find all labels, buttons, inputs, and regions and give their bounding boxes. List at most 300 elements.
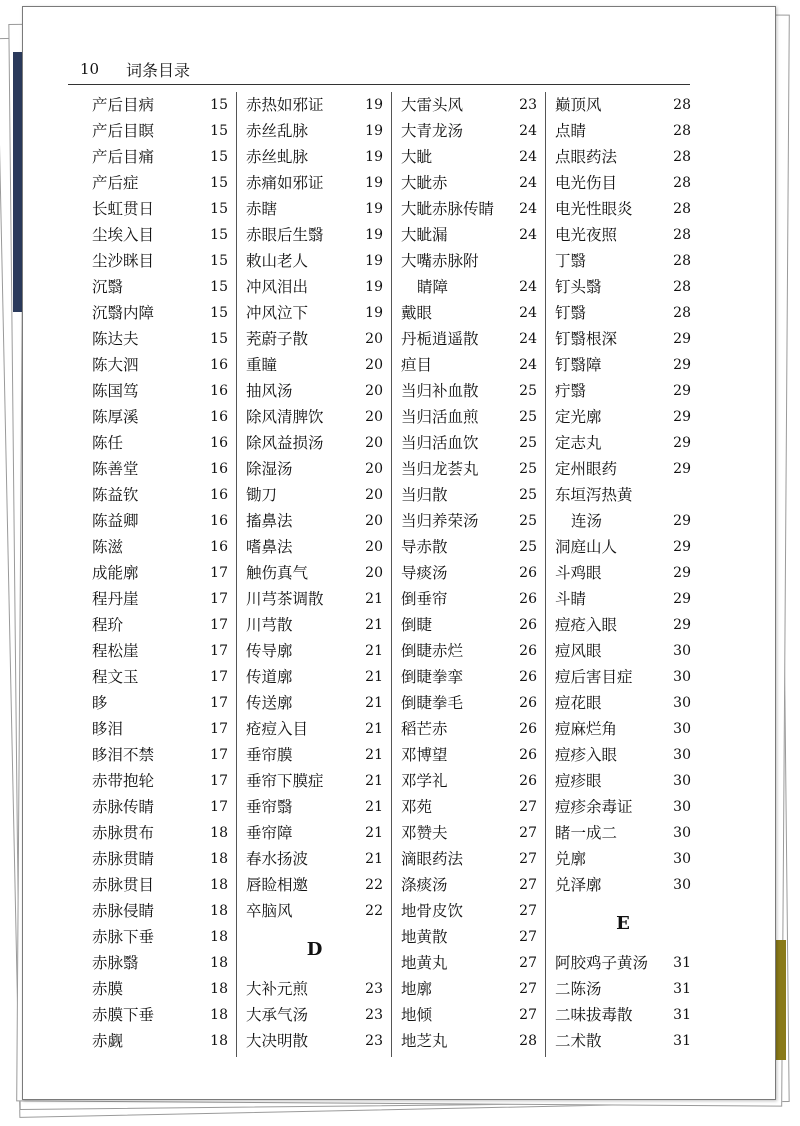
entry-term: 兑廓: [555, 850, 587, 868]
entry-term: 二陈汤: [555, 980, 602, 998]
entry-term: 茺蔚子散: [246, 330, 309, 348]
entry-term: 二味拔毒散: [555, 1006, 633, 1024]
index-entry: [246, 612, 383, 638]
entry-page-number: 28: [673, 123, 691, 139]
entry-term: 程丹崖: [92, 590, 139, 608]
index-entry: [246, 248, 383, 274]
index-entry: [246, 404, 383, 430]
entry-page-number: 30: [673, 747, 691, 763]
entry-term: 连汤: [571, 512, 603, 530]
entry-term: 大嘴赤脉附: [401, 252, 479, 270]
entry-page-number: 19: [365, 253, 383, 269]
index-entry: [401, 196, 537, 222]
entry-term: 敕山老人: [246, 252, 309, 270]
entry-page-number: 18: [210, 903, 228, 919]
index-entry: [555, 768, 691, 794]
index-entry: [92, 118, 228, 144]
index-entry: [92, 456, 228, 482]
index-entry: [246, 872, 383, 898]
entry-term: 痘疹入眼: [555, 746, 618, 764]
entry-page-number: 28: [673, 149, 691, 165]
entry-term: 疔翳: [555, 382, 587, 400]
entry-term: 赤脉翳: [92, 954, 139, 972]
entry-term: 搐鼻法: [246, 512, 293, 530]
index-entry: [92, 768, 228, 794]
index-entry: [401, 300, 537, 326]
entry-term: 巅顶风: [555, 96, 602, 114]
index-entry: [92, 872, 228, 898]
index-entry: [555, 612, 691, 638]
index-entry: [246, 378, 383, 404]
entry-page-number: 16: [210, 409, 228, 425]
entry-page-number: 29: [673, 513, 691, 529]
index-entry: [555, 820, 691, 846]
entry-term: 倒睫拳挛: [401, 668, 464, 686]
entry-term: 邓苑: [401, 798, 433, 816]
entry-term: 除风益损汤: [246, 434, 324, 452]
index-entry: [555, 794, 691, 820]
index-entry: [401, 768, 537, 794]
entry-term: 赤脉贯睛: [92, 850, 155, 868]
entry-term: 陈厚溪: [92, 408, 139, 426]
index-entry: [92, 924, 228, 950]
entry-page-number: 17: [210, 643, 228, 659]
entry-page-number: 28: [519, 1033, 537, 1049]
entry-term: 长虹贯日: [92, 200, 155, 218]
index-entry: [246, 482, 383, 508]
entry-term: 痘花眼: [555, 694, 602, 712]
entry-page-number: 15: [210, 123, 228, 139]
entry-term: 成能廓: [92, 564, 139, 582]
index-entry: [401, 456, 537, 482]
entry-page-number: 26: [519, 643, 537, 659]
entry-term: 倒睫: [401, 616, 433, 634]
entry-term: 嗜鼻法: [246, 538, 293, 556]
entry-term: 大眦漏: [401, 226, 448, 244]
entry-page-number: 30: [673, 773, 691, 789]
index-entry: [401, 430, 537, 456]
entry-page-number: 28: [673, 305, 691, 321]
entry-term: 当归活血煎: [401, 408, 479, 426]
entry-term: 稻芒赤: [401, 720, 448, 738]
entry-term: 唇睑相邀: [246, 876, 309, 894]
entry-term: 陈益卿: [92, 512, 139, 530]
entry-term: 倒垂帘: [401, 590, 448, 608]
entry-page-number: 26: [519, 565, 537, 581]
entry-page-number: 21: [365, 721, 383, 737]
entry-term: 赤瞎: [246, 200, 278, 218]
entry-page-number: 30: [673, 643, 691, 659]
entry-page-number: 16: [210, 357, 228, 373]
entry-term: 产后目痛: [92, 148, 155, 166]
entry-page-number: 24: [519, 149, 537, 165]
entry-page-number: 20: [365, 331, 383, 347]
entry-page-number: 18: [210, 981, 228, 997]
entry-term: 痘疮入眼: [555, 616, 618, 634]
entry-term: 定州眼药: [555, 460, 618, 478]
entry-page-number: 30: [673, 825, 691, 841]
index-entry: [246, 144, 383, 170]
entry-page-number: 18: [210, 1033, 228, 1049]
index-entry: [555, 508, 691, 534]
entry-page-number: 17: [210, 565, 228, 581]
entry-term: 定志丸: [555, 434, 602, 452]
entry-term: 冲风泪出: [246, 278, 309, 296]
index-entry: [555, 404, 691, 430]
index-entry: [401, 664, 537, 690]
entry-page-number: 26: [519, 773, 537, 789]
entry-page-number: 30: [673, 669, 691, 685]
index-entry: [246, 976, 383, 1002]
entry-page-number: 27: [519, 981, 537, 997]
index-entry: [92, 92, 228, 118]
index-entry: [92, 664, 228, 690]
entry-page-number: 26: [519, 747, 537, 763]
entry-term: 疸目: [401, 356, 433, 374]
entry-page-number: 28: [673, 279, 691, 295]
entry-page-number: 30: [673, 799, 691, 815]
entry-page-number: 18: [210, 877, 228, 893]
index-entry: [92, 144, 228, 170]
index-entry: [92, 846, 228, 872]
entry-page-number: 26: [519, 669, 537, 685]
column-divider: [545, 92, 546, 1057]
index-entry: [92, 222, 228, 248]
entry-term: 赤脉侵睛: [92, 902, 155, 920]
entry-page-number: 27: [519, 877, 537, 893]
entry-term: 邓赞夫: [401, 824, 448, 842]
index-entry: [555, 1002, 691, 1028]
entry-page-number: 21: [365, 643, 383, 659]
entry-term: 除湿汤: [246, 460, 293, 478]
index-entry: [555, 170, 691, 196]
entry-term: 传道廓: [246, 668, 293, 686]
index-entry: [555, 378, 691, 404]
entry-page-number: 30: [673, 877, 691, 893]
entry-term: 沉翳内障: [92, 304, 155, 322]
entry-term: 大眦赤脉传睛: [401, 200, 495, 218]
index-entry: [246, 222, 383, 248]
index-entry: [555, 846, 691, 872]
index-entry: [246, 638, 383, 664]
index-entry: [92, 274, 228, 300]
entry-page-number: 20: [365, 435, 383, 451]
entry-page-number: 21: [365, 617, 383, 633]
entry-page-number: 15: [210, 97, 228, 113]
entry-term: 垂帘膜: [246, 746, 293, 764]
column-divider: [391, 92, 392, 1057]
index-entry: [246, 352, 383, 378]
index-entry: [555, 638, 691, 664]
entry-page-number: 18: [210, 825, 228, 841]
entry-page-number: 26: [519, 695, 537, 711]
entry-page-number: 16: [210, 435, 228, 451]
index-entry: [401, 222, 537, 248]
index-entry: [401, 352, 537, 378]
entry-page-number: 24: [519, 227, 537, 243]
index-entry: [246, 664, 383, 690]
entry-page-number: 20: [365, 513, 383, 529]
index-entry: [555, 716, 691, 742]
entry-term: 沉翳: [92, 278, 124, 296]
entry-term: 大补元煎: [246, 980, 309, 998]
index-entry: [555, 248, 691, 274]
entry-term: 导痰汤: [401, 564, 448, 582]
entry-page-number: 15: [210, 331, 228, 347]
column-divider: [236, 92, 237, 1057]
entry-page-number: 31: [673, 1007, 691, 1023]
entry-page-number: 31: [673, 1033, 691, 1049]
index-entry: [92, 378, 228, 404]
index-entry: [555, 482, 691, 508]
entry-term: 戴眼: [401, 304, 433, 322]
entry-term: 陈达夫: [92, 330, 139, 348]
index-entry: [92, 300, 228, 326]
entry-term: 大眦: [401, 148, 433, 166]
index-entry: [555, 300, 691, 326]
entry-page-number: 19: [365, 201, 383, 217]
entry-page-number: 25: [519, 513, 537, 529]
index-entry: [401, 742, 537, 768]
index-entry: [401, 534, 537, 560]
entry-term: 邓学礼: [401, 772, 448, 790]
entry-term: 眵: [92, 694, 108, 712]
entry-term: 当归补血散: [401, 382, 479, 400]
entry-term: 兑泽廓: [555, 876, 602, 894]
entry-page-number: 19: [365, 123, 383, 139]
entry-term: 传送廓: [246, 694, 293, 712]
index-entry: [555, 872, 691, 898]
entry-term: 阿胶鸡子黄汤: [555, 954, 649, 972]
entry-page-number: 25: [519, 539, 537, 555]
index-entry: [246, 716, 383, 742]
entry-term: 大雷头风: [401, 96, 464, 114]
index-entry: [92, 716, 228, 742]
entry-page-number: 31: [673, 981, 691, 997]
index-entry: [401, 638, 537, 664]
entry-page-number: 26: [519, 617, 537, 633]
entry-term: 当归散: [401, 486, 448, 504]
index-column-1: [92, 92, 228, 1054]
index-entry: [401, 1002, 537, 1028]
entry-page-number: 24: [519, 123, 537, 139]
entry-page-number: 29: [673, 331, 691, 347]
index-entry: [246, 794, 383, 820]
entry-page-number: 18: [210, 955, 228, 971]
entry-term: 地芝丸: [401, 1032, 448, 1050]
index-entry: [555, 534, 691, 560]
entry-page-number: 16: [210, 539, 228, 555]
section-letter: E: [616, 913, 630, 934]
index-entry: [246, 742, 383, 768]
entry-page-number: 29: [673, 591, 691, 607]
index-entry: [401, 170, 537, 196]
index-entry: [246, 820, 383, 846]
index-entry: [92, 560, 228, 586]
index-entry: [246, 508, 383, 534]
entry-term: 痘疹余毒证: [555, 798, 633, 816]
entry-term: 丹栀逍遥散: [401, 330, 479, 348]
index-entry: [92, 326, 228, 352]
entry-term: 定光廓: [555, 408, 602, 426]
index-entry: [555, 586, 691, 612]
entry-term: 钉翳根深: [555, 330, 618, 348]
entry-term: 钉翳: [555, 304, 587, 322]
entry-page-number: 28: [673, 227, 691, 243]
index-entry: [92, 404, 228, 430]
entry-term: 陈滋: [92, 538, 124, 556]
index-entry: [246, 1028, 383, 1054]
entry-page-number: 21: [365, 591, 383, 607]
index-entry: [92, 1028, 228, 1054]
entry-term: 重瞳: [246, 356, 278, 374]
entry-page-number: 18: [210, 851, 228, 867]
index-entry: [92, 690, 228, 716]
entry-page-number: 25: [519, 487, 537, 503]
entry-term: 赤丝乱脉: [246, 122, 309, 140]
index-entry: [401, 92, 537, 118]
entry-term: 当归龙荟丸: [401, 460, 479, 478]
index-entry: [555, 950, 691, 976]
entry-page-number: 29: [673, 435, 691, 451]
entry-term: 川芎散: [246, 616, 293, 634]
index-entry: [401, 976, 537, 1002]
index-entry: [246, 300, 383, 326]
entry-page-number: 24: [519, 175, 537, 191]
entry-term: 倒睫赤烂: [401, 642, 464, 660]
entry-term: 垂帘翳: [246, 798, 293, 816]
entry-page-number: 24: [519, 331, 537, 347]
index-entry: [401, 820, 537, 846]
entry-page-number: 15: [210, 227, 228, 243]
entry-page-number: 17: [210, 695, 228, 711]
entry-term: 抽风汤: [246, 382, 293, 400]
entry-page-number: 15: [210, 305, 228, 321]
entry-page-number: 29: [673, 539, 691, 555]
entry-page-number: 28: [673, 175, 691, 191]
index-entry: [401, 326, 537, 352]
index-entry: [92, 352, 228, 378]
index-entry: [246, 118, 383, 144]
index-entry: [401, 586, 537, 612]
index-entry: [555, 144, 691, 170]
index-entry: [246, 690, 383, 716]
entry-term: 锄刀: [246, 486, 278, 504]
entry-page-number: 25: [519, 461, 537, 477]
index-entry: [246, 196, 383, 222]
entry-term: 程玠: [92, 616, 124, 634]
entry-page-number: 20: [365, 487, 383, 503]
entry-page-number: 20: [365, 357, 383, 373]
entry-page-number: 29: [673, 409, 691, 425]
entry-term: 川芎茶调散: [246, 590, 324, 608]
entry-term: 赤膜: [92, 980, 124, 998]
entry-term: 大决明散: [246, 1032, 309, 1050]
entry-page-number: 19: [365, 97, 383, 113]
entry-page-number: 17: [210, 591, 228, 607]
entry-term: 眵泪不禁: [92, 746, 155, 764]
entry-page-number: 16: [210, 513, 228, 529]
entry-page-number: 28: [673, 201, 691, 217]
entry-page-number: 15: [210, 149, 228, 165]
index-entry: [555, 1028, 691, 1054]
entry-term: 痘疹眼: [555, 772, 602, 790]
entry-term: 赤痛如邪证: [246, 174, 324, 192]
entry-term: 尘沙眯目: [92, 252, 155, 270]
entry-term: 东垣泻热黄: [555, 486, 633, 504]
entry-page-number: 16: [210, 461, 228, 477]
entry-term: 赤脉下垂: [92, 928, 155, 946]
index-entry: [555, 274, 691, 300]
index-entry: [401, 612, 537, 638]
index-entry: [92, 898, 228, 924]
entry-term: 痘风眼: [555, 642, 602, 660]
index-entry: [92, 196, 228, 222]
entry-page-number: 16: [210, 487, 228, 503]
entry-term: 陈大泗: [92, 356, 139, 374]
entry-page-number: 26: [519, 591, 537, 607]
entry-page-number: 17: [210, 721, 228, 737]
index-entry: [555, 352, 691, 378]
entry-term: 赤脉贯目: [92, 876, 155, 894]
index-entry: [246, 326, 383, 352]
entry-term: 导赤散: [401, 538, 448, 556]
entry-term: 睹一成二: [555, 824, 618, 842]
entry-term: 大承气汤: [246, 1006, 309, 1024]
index-entry: [92, 248, 228, 274]
entry-term: 赤热如邪证: [246, 96, 324, 114]
entry-term: 点眼药法: [555, 148, 618, 166]
entry-page-number: 27: [519, 799, 537, 815]
index-entry: [555, 118, 691, 144]
entry-page-number: 27: [519, 825, 537, 841]
entry-term: 触伤真气: [246, 564, 309, 582]
entry-page-number: 27: [519, 903, 537, 919]
entry-page-number: 24: [519, 201, 537, 217]
entry-term: 睛障: [417, 278, 449, 296]
index-entry: [401, 508, 537, 534]
page-header: [68, 54, 690, 85]
entry-page-number: 21: [365, 773, 383, 789]
index-entry: [92, 742, 228, 768]
entry-page-number: 16: [210, 383, 228, 399]
entry-term: 尘埃入目: [92, 226, 155, 244]
entry-term: 传导廓: [246, 642, 293, 660]
entry-page-number: 15: [210, 175, 228, 191]
index-entry: [92, 612, 228, 638]
index-entry: [401, 144, 537, 170]
index-entry: [246, 586, 383, 612]
entry-term: 赤脉传睛: [92, 798, 155, 816]
entry-page-number: 27: [519, 851, 537, 867]
entry-page-number: 15: [210, 253, 228, 269]
entry-term: 春水扬波: [246, 850, 309, 868]
index-entry: [246, 274, 383, 300]
entry-term: 程文玉: [92, 668, 139, 686]
entry-term: 眵泪: [92, 720, 124, 738]
index-entry: [246, 456, 383, 482]
index-entry: [92, 794, 228, 820]
entry-term: 赤眼后生翳: [246, 226, 324, 244]
entry-term: 赤脉贯布: [92, 824, 155, 842]
index-entry: [246, 430, 383, 456]
entry-page-number: 21: [365, 695, 383, 711]
entry-term: 卒脑风: [246, 902, 293, 920]
index-entry: [92, 638, 228, 664]
index-entry: [92, 508, 228, 534]
entry-page-number: 29: [673, 461, 691, 477]
entry-page-number: 18: [210, 929, 228, 945]
